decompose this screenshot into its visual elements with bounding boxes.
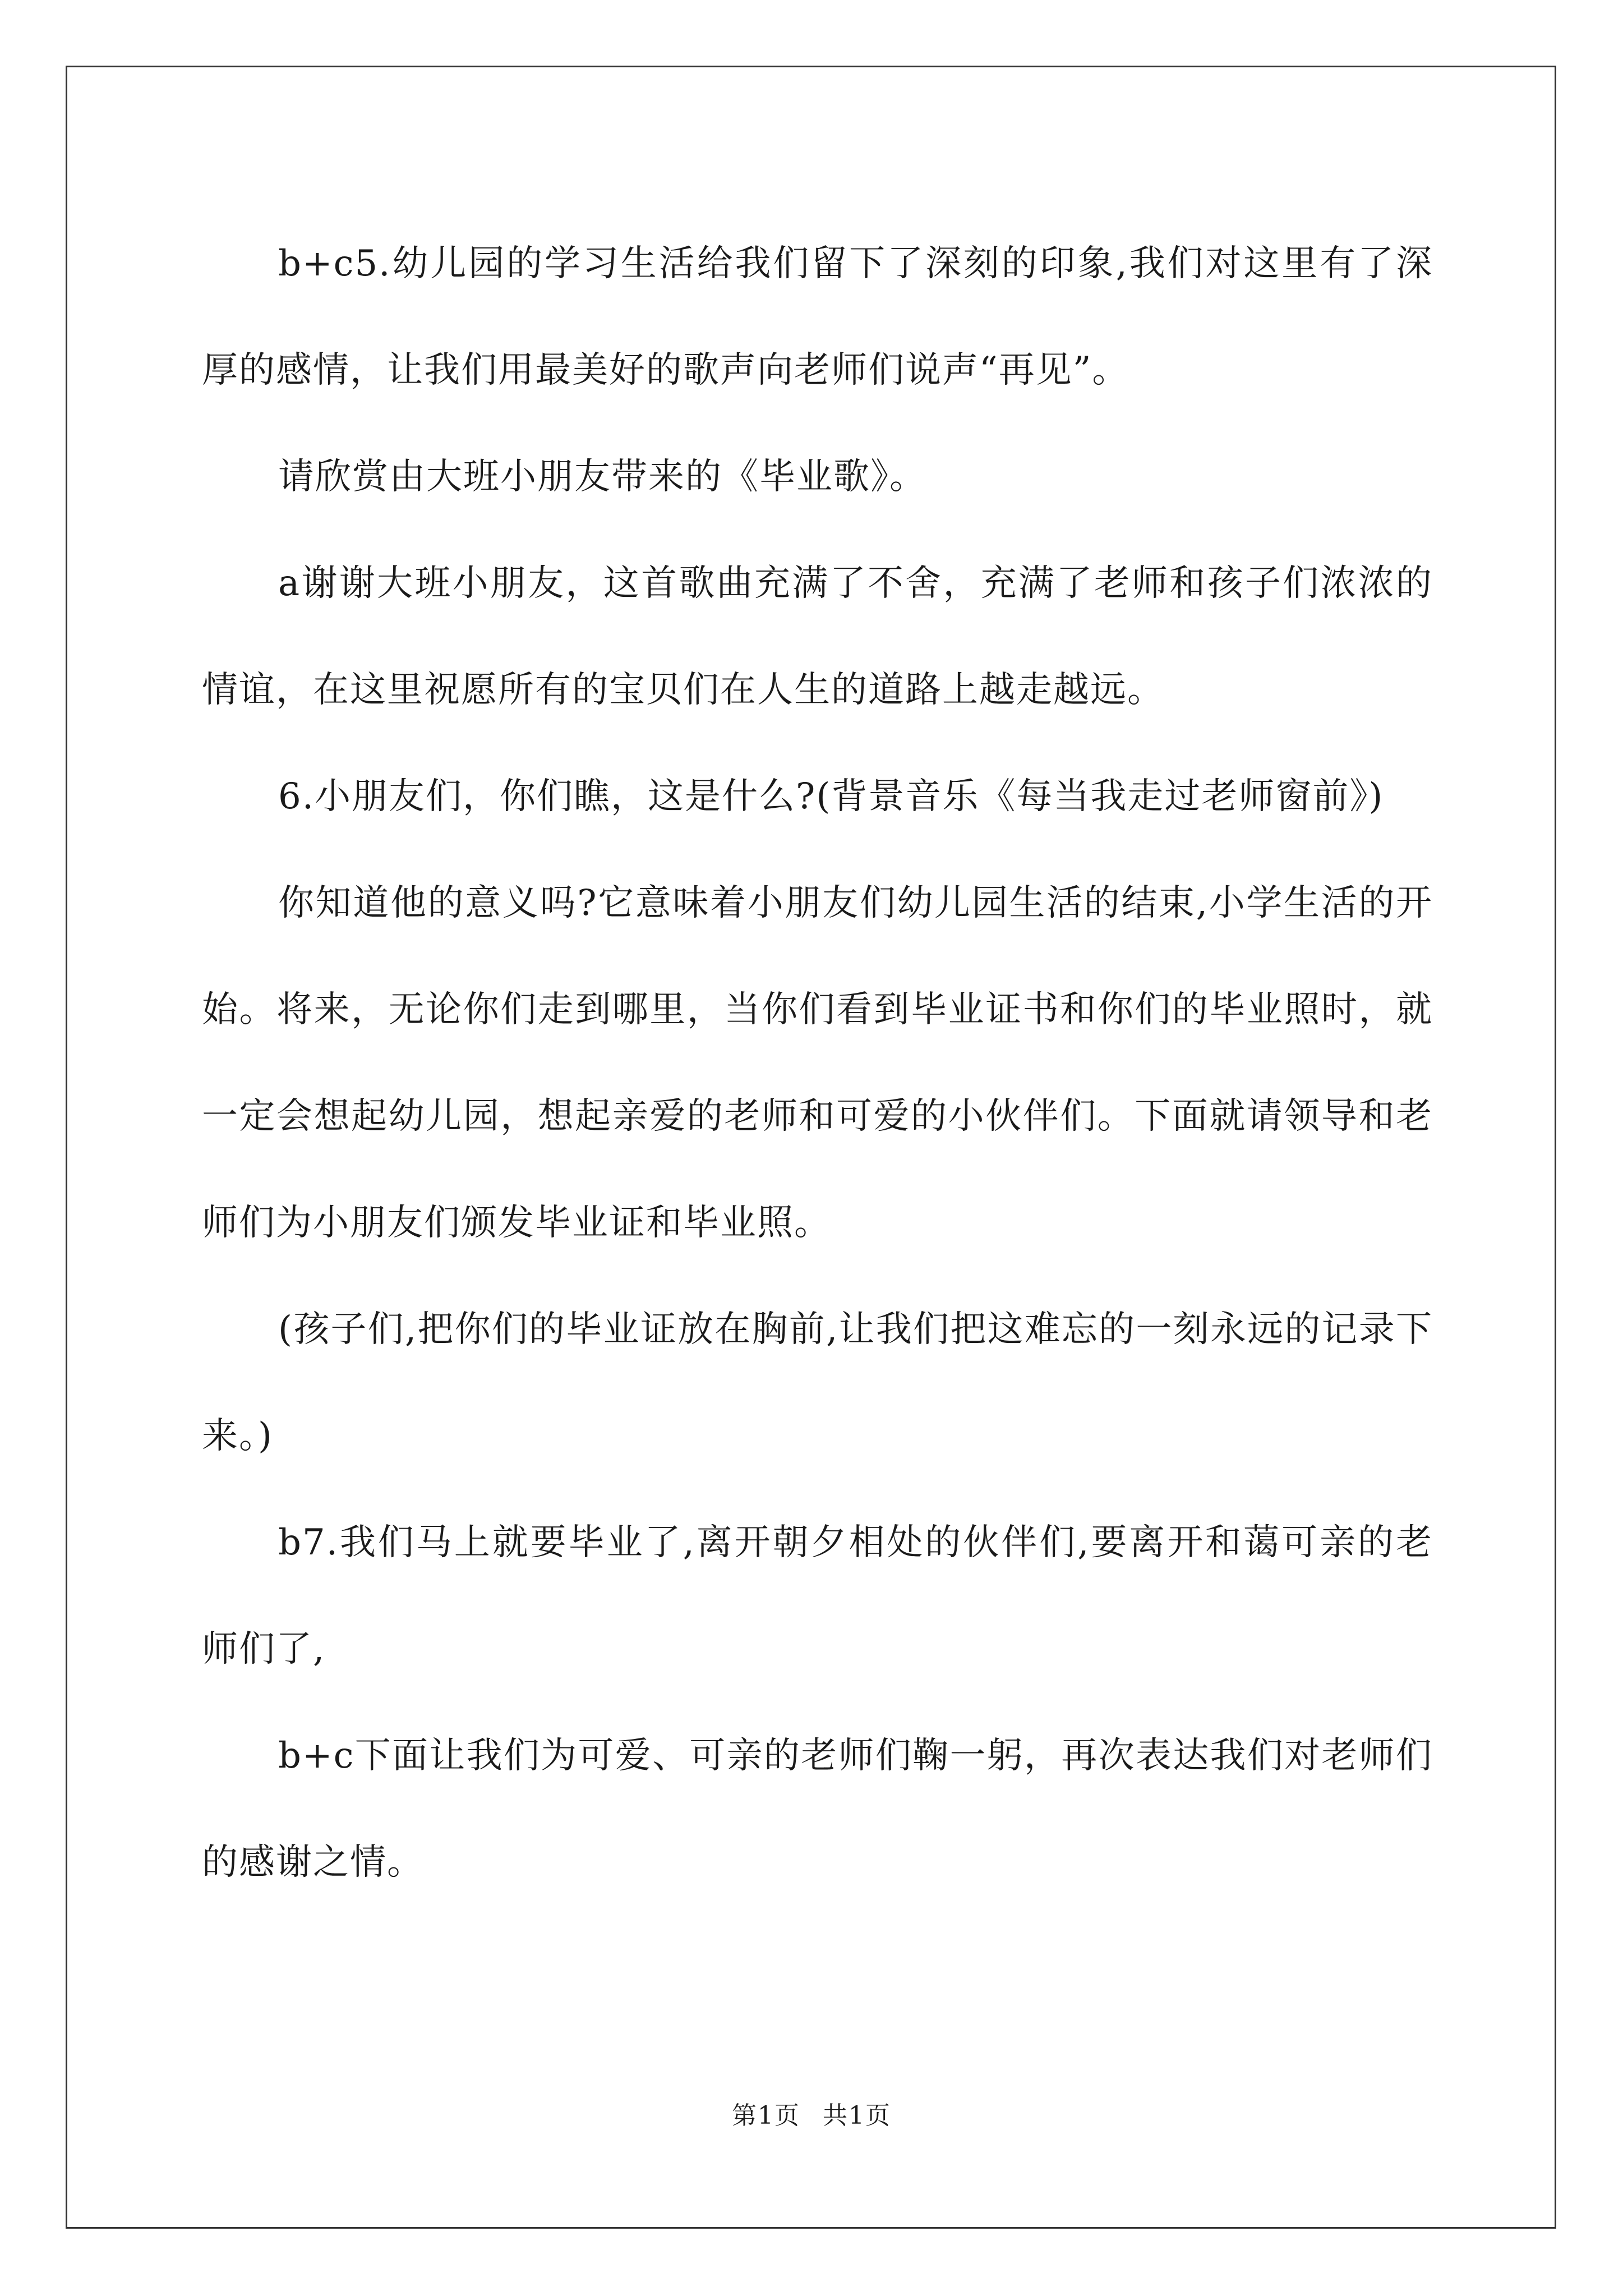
paragraph-8: b+c下面让我们为可爱、可亲的老师们鞠一躬，再次表达我们对老师们的感谢之情。	[202, 1735, 1433, 1883]
paragraph-7: b7.我们马上就要毕业了,离开朝夕相处的伙伴们,要离开和蔼可亲的老师们了,	[202, 1522, 1433, 1670]
page-number-current: 第1页	[732, 2101, 800, 2130]
paragraph-2: 请欣赏由大班小朋友带来的《毕业歌》。	[278, 456, 926, 498]
paragraph-5: 你知道他的意义吗?它意味着小朋友们幼儿园生活的结束,小学生活的开始。将来，无论你们走到哪里，当你们看到毕业证书和你们的毕业照时，就一定会想起幼儿园，想起亲爱的老师和可爱的小伙伴们。下面就请领导和老师们为小朋友们颁发毕业证和毕业照。	[202, 882, 1433, 1244]
paragraph-6: (孩子们,把你们的毕业证放在胸前,让我们把这难忘的一刻永远的记录下来。)	[202, 1309, 1433, 1457]
page-footer	[0, 2095, 1623, 2131]
paragraph-1: b+c5.幼儿园的学习生活给我们留下了深刻的印象,我们对这里有了深厚的感情，让我们用最美好的歌声向老师们说声“再见”。	[202, 243, 1433, 391]
paragraph-4: 6.小朋友们，你们瞧，这是什么?(背景音乐《每当我走过老师窗前》)	[278, 776, 1384, 817]
page-number-total: 共1页	[823, 2101, 891, 2130]
document-body	[202, 210, 1433, 1916]
paragraph-3: a谢谢大班小朋友，这首歌曲充满了不舍，充满了老师和孩子们浓浓的情谊，在这里祝愿所有的宝贝们在人生的道路上越走越远。	[202, 563, 1433, 711]
